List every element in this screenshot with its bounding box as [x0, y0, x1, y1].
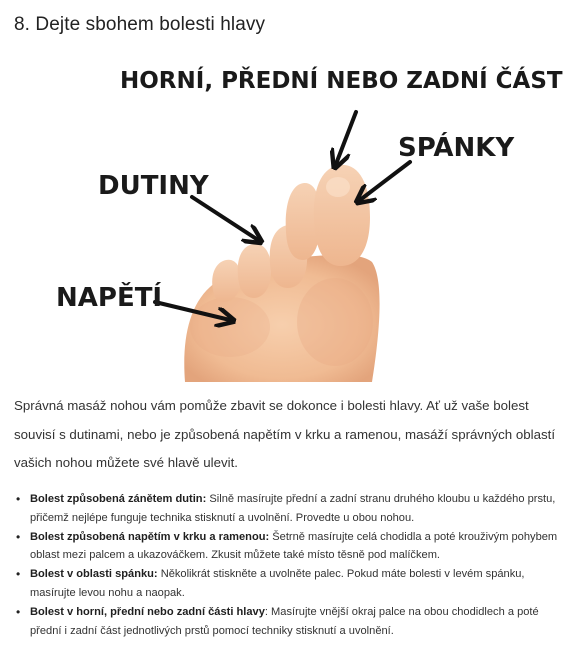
tip-title: Bolest způsobená zánětem dutin:	[30, 493, 207, 505]
label-tension: NAPĚTÍ	[56, 283, 163, 313]
tip-text: Několikrát stiskněte a uvolněte palec. Pokud máte bolesti v levém spánku, masírujte levou nohu a naopak.	[30, 568, 525, 599]
tip-title: Bolest v oblasti spánku:	[30, 568, 158, 581]
article-heading: 8. Dejte sbohem bolesti hlavy	[14, 14, 266, 35]
bullet-icon: •	[16, 529, 21, 544]
tip-head	[14, 603, 570, 641]
arrow-top	[336, 112, 356, 164]
tip-temples	[14, 565, 570, 603]
tip-text: Silně masírujte přední a zadní stranu druhého kloubu u každého prstu, přičemž nejlépe funguje technika stisknutí a uvolnění. Provedte u obou nohou.	[30, 493, 556, 524]
foot-illustration	[0, 52, 579, 382]
intro-paragraph: Správná masáž nohou vám pomůže zbavit se dokonce i bolesti hlavy. Ať už vaše bolest souvisí s dutinami, nebo je způsobená napětím v krku a ramenou, masáží správných oblastí vašich nohou můžete své hlavě ulevit.	[14, 398, 556, 470]
arrow-temples	[360, 162, 410, 200]
fourth-toe	[238, 244, 271, 298]
tip-title: Bolest v horní, přední nebo zadní části hlavy	[30, 605, 265, 618]
label-sinuses: DUTINY	[98, 171, 209, 201]
tip-title: Bolest způsobená napětím v krku a ramenou:	[30, 530, 270, 543]
bullet-icon: •	[16, 492, 21, 506]
tip-tension	[14, 528, 570, 566]
label-temples: SPÁNKY	[398, 133, 515, 163]
tips-list	[14, 490, 570, 640]
bullet-icon: •	[16, 604, 21, 619]
foot-pad-shading	[190, 297, 270, 357]
label-top-front-back: HORNÍ, PŘEDNÍ NEBO ZADNÍ ČÁST	[120, 68, 563, 94]
tip-sinus	[14, 490, 570, 528]
tip-text: : Masírujte vnější okraj palce na obou chodidlech a poté přední i zadní část jednotlivých prstů pomocí techniky stisknutí a uvolnění.	[30, 605, 539, 637]
bullet-icon: •	[16, 567, 21, 582]
foot-reflexology-figure	[0, 52, 579, 382]
foot-ball-shading	[297, 278, 373, 366]
tip-text: Šetrně masírujte celá chodidla a poté krouživým pohybem oblast mezi palcem a ukazováčkem. Zkusit můžete také místo těsně pod malíčkem.	[30, 530, 558, 562]
arrow-sinuses	[192, 197, 258, 240]
big-toe-highlight	[326, 177, 350, 197]
